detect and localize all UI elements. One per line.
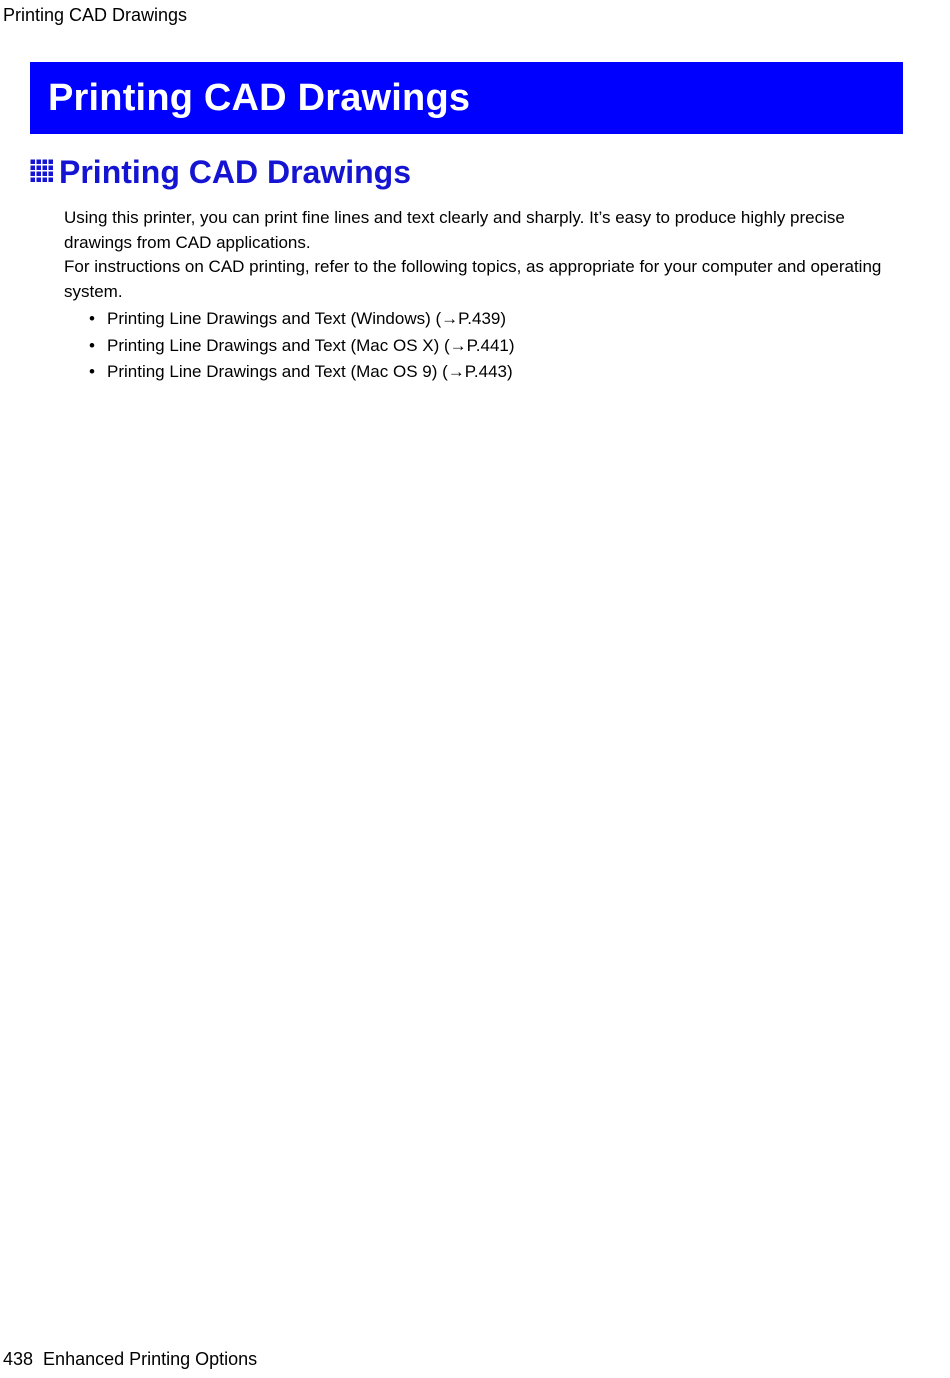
topic-link-mac-os-x[interactable] (64, 333, 904, 360)
topic-link-mac-os-9[interactable] (64, 359, 904, 386)
topic-link-label[interactable]: Printing Line Drawings and Text (Mac OS 9) (→P.443) (107, 362, 513, 381)
section-body (64, 206, 904, 386)
section-title: Printing CAD Drawings (59, 154, 412, 190)
section-heading (30, 152, 411, 192)
bullet-icon: • (89, 362, 95, 381)
grid-icon (30, 159, 54, 183)
bullet-icon: • (89, 335, 95, 355)
running-header: Printing CAD Drawings (3, 5, 188, 25)
running-footer (3, 1348, 257, 1370)
intro-paragraph: Using this printer, you can print fine lines and text clearly and sharply. It’s easy to produce highly precise drawings from CAD applications. (64, 208, 845, 252)
bullet-icon: • (89, 309, 95, 328)
topic-link-label[interactable]: Printing Line Drawings and Text (Mac OS X) (→P.441) (107, 335, 515, 355)
page-number: 438 (3, 1349, 34, 1369)
topic-link-windows[interactable] (64, 306, 904, 333)
page-title: Printing CAD Drawings (48, 76, 471, 119)
topic-link-label[interactable]: Printing Line Drawings and Text (Windows) (→P.439) (107, 309, 507, 328)
instructions-paragraph: For instructions on CAD printing, refer to the following topics, as appropriate for your computer and operating system. (64, 257, 882, 301)
footer-section-name: Enhanced Printing Options (43, 1349, 258, 1369)
topic-link-list (64, 306, 904, 386)
title-banner (30, 62, 903, 134)
